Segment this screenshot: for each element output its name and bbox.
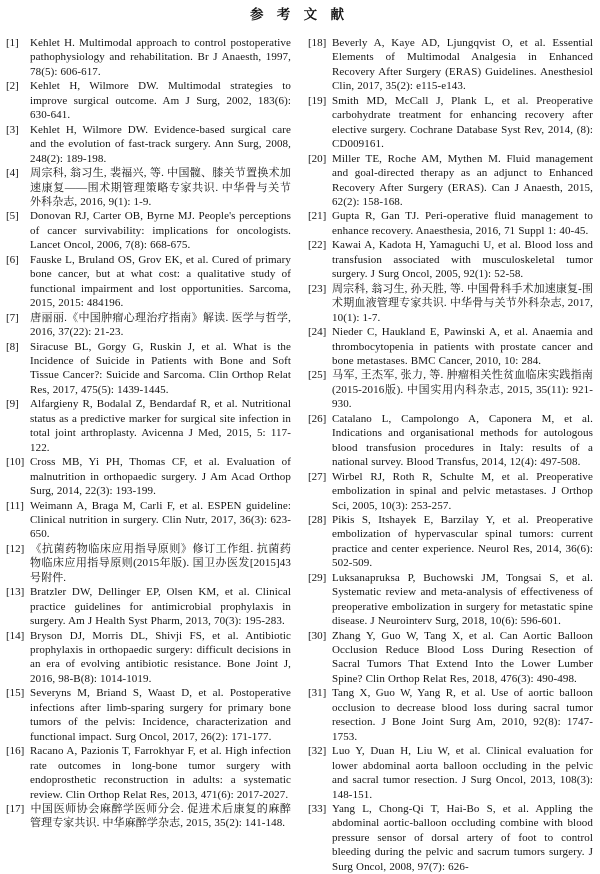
reference-text: Pikis S, Itshayek E, Barzilay Y, et al. Preoperative embolization of hypervascular spinal tumors: current practice and center experience. Neurol Res, 2014, 36(6): 502-509. — [332, 513, 593, 570]
reference-number: [3] — [6, 123, 19, 136]
reference-number: [30] — [308, 629, 327, 642]
references-columns — [6, 36, 593, 874]
reference-number: [33] — [308, 803, 327, 816]
reference-item — [6, 397, 291, 455]
reference-number: [4] — [6, 167, 19, 180]
reference-text: Kehlet H, Wilmore DW. Multimodal strategies to improve surgical outcome. Am J Surg, 2002, 183(6): 630-641. — [30, 80, 291, 122]
reference-item — [308, 36, 593, 94]
reference-number: [11] — [6, 499, 24, 512]
references-column-right — [308, 36, 593, 874]
reference-item — [6, 79, 291, 122]
reference-item — [308, 744, 593, 802]
reference-text: Miller TE, Roche AM, Mythen M. Fluid management and goal-directed therapy as an adjunct to Enhanced Recovery After Surgery (ERAS). Can J Anaesth, 2015, 62(2): 158-168. — [332, 152, 593, 208]
reference-number: [28] — [308, 513, 327, 526]
reference-text: Luo Y, Duan H, Liu W, et al. Clinical evaluation for lower abdominal aorta balloon occluding in the pelvic and sacral tumor resection. J Surg Oncol, 2013, 108(3): 148-151. — [332, 745, 593, 801]
reference-item — [308, 513, 593, 571]
reference-item — [308, 152, 593, 210]
reference-text: Weimann A, Braga M, Carli F, et al. ESPEN guideline: Clinical nutrition in surgery. Clin Nutr, 2017, 36(3): 623-650. — [30, 499, 291, 541]
reference-item — [6, 311, 291, 340]
reference-number: [13] — [6, 586, 25, 599]
reference-text: Donovan RJ, Carter OB, Byrne MJ. People's perceptions of cancer survivability: implications for oncologists. Lancet Oncol, 2006, 7(8): 668-675. — [30, 210, 291, 252]
reference-item — [308, 94, 593, 152]
reference-item — [6, 542, 291, 585]
reference-text: Fauske L, Bruland OS, Grov EK, et al. Cured of primary bone cancer, but at what cost: a qualitative study of functional impairment and lost opportunities. Sarcoma, 2015, 2015: 484196. — [30, 253, 291, 310]
reference-item — [6, 585, 291, 628]
reference-item — [308, 238, 593, 281]
reference-text: Beverly A, Kaye AD, Ljungqvist O, et al. Essential Elements of Multimodal Analgesia in Enhanced Recovery After Surgery (ERAS) Guidelines. Anesthesiol Clin, 2017, 35(2): e115-e143. — [332, 37, 593, 93]
reference-item — [6, 36, 291, 79]
reference-number: [23] — [308, 282, 327, 295]
reference-number: [7] — [6, 311, 19, 324]
reference-number: [1] — [6, 37, 19, 49]
reference-item — [6, 209, 291, 252]
reference-text: 周宗科, 翁习生, 裴福兴, 等. 中国髋、膝关节置换术加速康复——围术期管理策略专家共识. 中华骨与关节外科杂志, 2016, 9(1): 1-9. — [30, 167, 291, 208]
reference-text: Gupta R, Gan TJ. Peri-operative fluid management to enhance recovery. Anaesthesia, 2016, 71 Suppl 1: 40-45. — [332, 210, 593, 237]
reference-number: [2] — [6, 80, 19, 93]
reference-text: Smith MD, McCall J, Plank L, et al. Preoperative carbohydrate treatment for enhancing recovery after elective surgery. Cochrane Database Syst Rev, 2014, (8): CD009161. — [332, 94, 593, 151]
reference-text: Severyns M, Briand S, Waast D, et al. Postoperative infections after limb-sparing surgery for primary bone tumors of the pelvis: Incidence, characterization and functional impact. Surg Oncol, 2017, 26(2): 171-177. — [30, 687, 291, 743]
reference-number: [22] — [308, 239, 327, 252]
reference-number: [31] — [308, 687, 327, 700]
reference-item — [6, 455, 291, 498]
reference-text: Nieder C, Haukland E, Pawinski A, et al. Anaemia and thrombocytopenia in patients with prostate cancer and bone metastases. BMC Cancer, 2010, 10: 284. — [332, 326, 593, 367]
reference-item — [6, 499, 291, 542]
reference-number: [26] — [308, 412, 327, 425]
references-column-left — [6, 36, 291, 831]
reference-number: [27] — [308, 470, 327, 483]
reference-item — [6, 166, 291, 209]
reference-text: Siracuse BL, Gorgy G, Ruskin J, et al. What is the Incidence of Suicide in Patients with Bone and Soft Tissue Cancer?: Suicide and Sarcoma. Clin Orthop Relat Res, 2017, 475(5): 1439-1445. — [30, 340, 291, 396]
reference-number: [5] — [6, 210, 19, 223]
reference-item — [6, 802, 291, 831]
reference-text: Zhang Y, Guo W, Tang X, et al. Can Aortic Balloon Occlusion Reduce Blood Loss During Resection of Sacral Tumors That Extend Into the Lower Lumber Spine? Clin Orthop Relat Res, 2018, 476(3): 490-498. — [332, 629, 593, 685]
reference-item — [6, 340, 291, 398]
reference-item — [308, 571, 593, 629]
reference-number: [19] — [308, 94, 327, 107]
reference-text: Kehlet H, Wilmore DW. Evidence-based surgical care and the evolution of fast-track surgery. Ann Surg, 2008, 248(2): 189-198. — [30, 123, 291, 165]
reference-text: Bratzler DW, Dellinger EP, Olsen KM, et al. Clinical practice guidelines for antimicrobial prophylaxis in surgery. Am J Health Syst Pharm, 2013, 70(3): 195-283. — [30, 586, 291, 628]
reference-text: Yang L, Chong-Qi T, Hai-Bo S, et al. Appling the abdominal aortic-balloon occluding combine with blood pressure sensor of dorsal artery of foot to control bleeding during the pelvic and sacrum tumors surgery. J Surg Oncol, 2008, 97(7): 626- — [332, 803, 593, 873]
reference-text: Bryson DJ, Morris DL, Shivji FS, et al. Antibiotic prophylaxis in orthopaedic surgery: difficult decisions in an era of evolving antibiotic resistance. Bone Joint J, 2016, 98-B(8): 1014-1019. — [30, 629, 291, 685]
reference-number: [25] — [308, 369, 327, 382]
reference-text: Kawai A, Kadota H, Yamaguchi U, et al. Blood loss and transfusion associated with musculoskeletal tumor surgery. J Surg Oncol, 2005, 92(1): 52-58. — [332, 239, 593, 281]
reference-text: 唐丽丽.《中国肿瘤心理治疗指南》解读. 医学与哲学, 2016, 37(22): 21-23. — [30, 311, 291, 339]
reference-item — [308, 470, 593, 513]
reference-item — [6, 744, 291, 802]
reference-item — [6, 253, 291, 311]
reference-item — [308, 412, 593, 470]
reference-number: [9] — [6, 398, 19, 411]
reference-number: [20] — [308, 152, 327, 165]
reference-number: [17] — [6, 803, 25, 816]
reference-number: [29] — [308, 571, 327, 584]
reference-number: [8] — [6, 340, 19, 353]
reference-item — [6, 629, 291, 687]
reference-number: [32] — [308, 745, 327, 758]
reference-text: 马军, 王杰军, 张力, 等. 肿瘤相关性贫血临床实践指南(2015-2016版). 中国实用内科杂志, 2015, 35(11): 921-930. — [332, 369, 593, 411]
reference-text: 《抗菌药物临床应用指导原则》修订工作组. 抗菌药物临床应用指导原则(2015年版). 国卫办医发[2015]43号附件. — [30, 542, 291, 584]
reference-number: [15] — [6, 687, 25, 700]
reference-number: [21] — [308, 210, 327, 223]
reference-item — [308, 629, 593, 687]
page-title: 参 考 文 献 — [249, 7, 350, 22]
reference-item — [6, 686, 291, 744]
reference-text: 周宗科, 翁习生, 孙天胜, 等. 中国骨科手术加速康复-围术期血液管理专家共识. 中华骨与关节外科杂志, 2017, 10(1): 1-7. — [332, 282, 593, 324]
reference-item — [308, 282, 593, 325]
reference-text: Racano A, Pazionis T, Farrokhyar F, et al. High infection rate outcomes in long-bone tumor surgery with endoprosthetic reconstruction in adults: a systematic review. Clin Orthop Relat Res, 2013, 471(6): 2017-2027. — [30, 745, 291, 801]
reference-item — [6, 123, 291, 166]
reference-number: [16] — [6, 745, 25, 758]
reference-item — [308, 802, 593, 874]
reference-number: [14] — [6, 629, 25, 642]
reference-text: Alfargieny R, Bodalal Z, Bendardaf R, et al. Nutritional status as a predictive marker for surgical site infection in total joint arthroplasty. Avicenna J Med, 2015, 5: 117-122. — [30, 398, 291, 454]
reference-number: [10] — [6, 456, 25, 469]
reference-text: 中国医师协会麻醉学医师分会. 促进术后康复的麻醉管理专家共识. 中华麻醉学杂志, 2015, 35(2): 141-148. — [30, 803, 291, 830]
reference-item — [308, 368, 593, 411]
reference-number: [24] — [308, 326, 327, 339]
reference-item — [308, 686, 593, 744]
reference-item — [308, 325, 593, 368]
reference-text: Cross MB, Yi PH, Thomas CF, et al. Evaluation of malnutrition in orthopaedic surgery. J Am Acad Orthop Surg, 2014, 22(3): 193-199. — [30, 456, 291, 498]
reference-text: Catalano L, Campolongo A, Caponera M, et al. Indications and organisational methods for autologous blood transfusion procedures in Italy: results of a national survey. Blood Transfus, 2014, 12(4): 497-508. — [332, 412, 593, 469]
reference-text: Tang X, Guo W, Yang R, et al. Use of aortic balloon occlusion to decrease blood loss during sacral tumor resection. J Bone Joint Surg Am, 2010, 92(8): 1747-1753. — [332, 687, 593, 743]
reference-text: Kehlet H. Multimodal approach to control postoperative pathophysiology and rehabilitation. Br J Anaesth, 1997, 78(5): 606-617. — [30, 37, 291, 78]
reference-number: [18] — [308, 37, 327, 49]
reference-number: [6] — [6, 253, 19, 266]
reference-text: Wirbel RJ, Roth R, Schulte M, et al. Preoperative embolization in spinal and pelvic metastases. J Orthop Sci, 2005, 10(3): 253-257. — [332, 470, 593, 512]
reference-item — [308, 209, 593, 238]
reference-text: Luksanapruksa P, Buchowski JM, Tongsai S, et al. Systematic review and meta-analysis of effectiveness of preoperative embolization in surgery for metastatic spine disease. J Neurointerv Surg, 2018, 10(6): 596-601. — [332, 571, 593, 628]
reference-number: [12] — [6, 542, 25, 555]
